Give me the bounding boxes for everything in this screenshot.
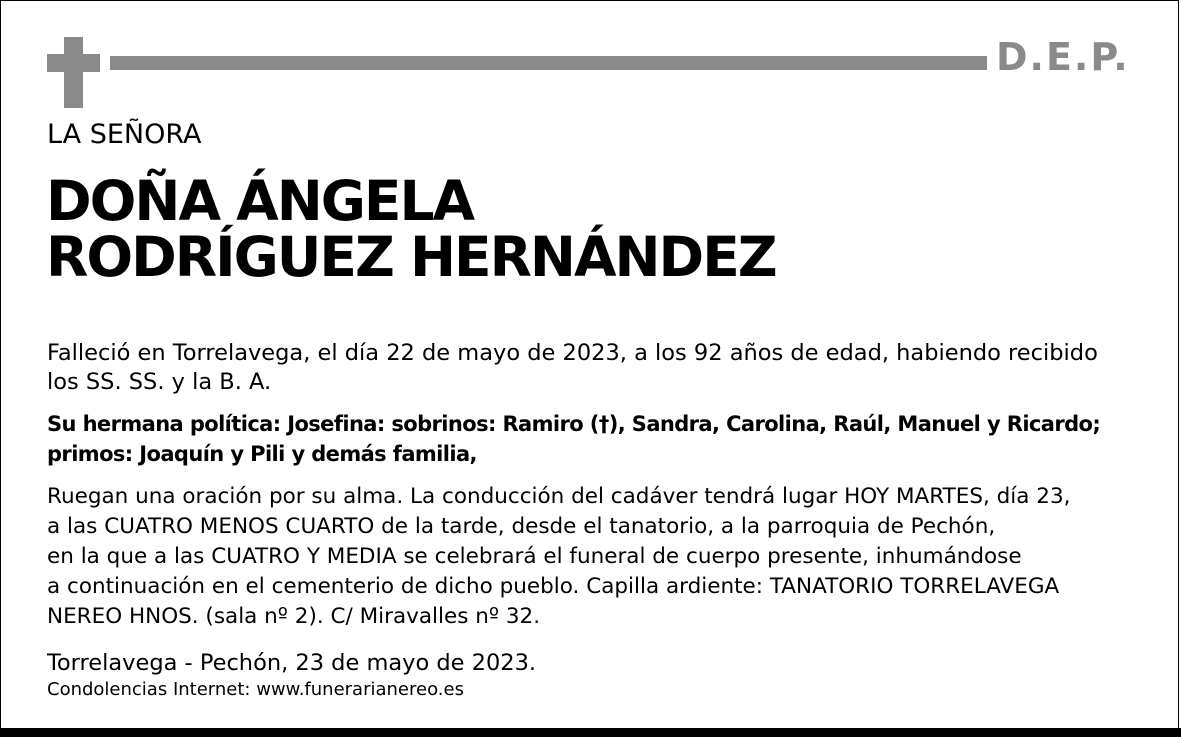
header-rule: [110, 56, 987, 70]
family-list-line: primos: Joaquín y Pili y demás familia,: [47, 442, 477, 466]
cross-icon-arm: [47, 54, 100, 72]
honorific: LA SEÑORA: [47, 119, 202, 150]
funeral-details-line: a continuación en el cementerio de dicho pueblo. Capilla ardiente: TANATORIO TORRELAVEGA: [47, 574, 1060, 599]
funeral-details-line: en la que a las CUATRO Y MEDIA se celebrará el funeral de cuerpo presente, inhumándose: [47, 544, 1022, 569]
condolences-web: Condolencias Internet: www.funerarianereo.es: [47, 679, 464, 700]
funeral-details-line: NEREO HNOS. (sala nº 2). C/ Miravalles nº 32.: [47, 604, 541, 629]
family-list-line: Su hermana política: Josefina: sobrinos: Ramiro (†), Sandra, Carolina, Raúl, Manuel y Ricardo;: [47, 412, 1101, 436]
cross-icon: [64, 37, 83, 108]
dep-label: D.E.P.: [996, 35, 1130, 79]
funeral-details-line: Ruegan una oración por su alma. La conducción del cadáver tendrá lugar HOY MARTES, día 23,: [47, 484, 1071, 509]
death-notice-line: Falleció en Torrelavega, el día 22 de mayo de 2023, a los 92 años de edad, habiendo recibido: [47, 340, 1098, 366]
bottom-border-bar: [0, 728, 1181, 737]
deceased-name-line-2: RODRÍGUEZ HERNÁNDEZ: [46, 225, 776, 289]
place-date: Torrelavega - Pechón, 23 de mayo de 2023.: [47, 650, 537, 676]
death-notice-line: los SS. SS. y la B. A.: [47, 369, 272, 395]
deceased-name-line-1: DOÑA ÁNGELA: [46, 169, 474, 233]
funeral-details: [47, 482, 1071, 632]
funeral-details-line: a las CUATRO MENOS CUARTO de la tarde, desde el tanatorio, a la parroquia de Pechón,: [47, 514, 996, 539]
death-notice: [47, 339, 1098, 397]
family-list: [47, 409, 1100, 469]
